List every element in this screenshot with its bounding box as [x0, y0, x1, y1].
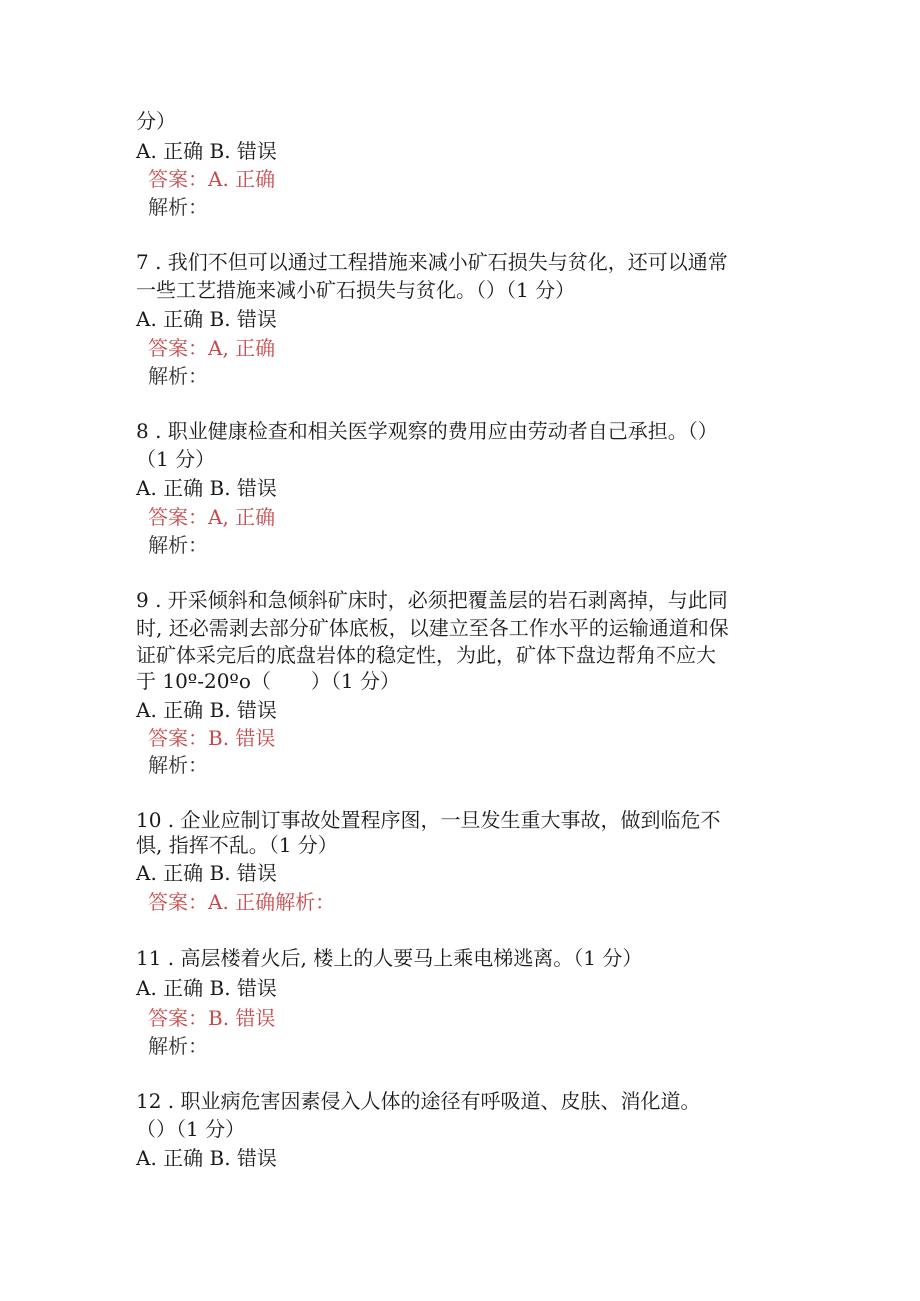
question-11-answer: 答案：B. 错误	[148, 1006, 276, 1030]
question-12-options: A. 正确 B. 错误	[136, 1146, 277, 1170]
question-12-line-2: （）（1 分）	[136, 1117, 246, 1141]
question-9-line-2: 时, 还必需剥去部分矿体底板，以建立至各工作水平的运输通道和保	[136, 616, 729, 640]
question-11-options: A. 正确 B. 错误	[136, 976, 277, 1000]
question-12-line-1: 12 . 职业病危害因素侵入人体的途径有呼吸道、皮肤、消化道。	[136, 1089, 701, 1113]
question-7-answer: 答案：A, 正确	[148, 336, 276, 360]
question-7-analysis: 解析：	[148, 364, 208, 388]
question-9-line-1: 9 . 开采倾斜和急倾斜矿床时，必须把覆盖层的岩石剥离掉，与此同	[136, 588, 728, 612]
question-11-analysis: 解析：	[148, 1034, 208, 1058]
question-7-line-2: 一些工艺措施来减小矿石损失与贫化。（）（1 分）	[136, 278, 576, 302]
question-8-line-1: 8 . 职业健康检查和相关医学观察的费用应由劳动者自己承担。（）	[136, 419, 718, 443]
question-9-line-3: 证矿体采完后的底盘岩体的稳定性，为此，矿体下盘边帮角不应大	[136, 643, 716, 667]
question-8-options: A. 正确 B. 错误	[136, 476, 277, 500]
question-6-options: A. 正确 B. 错误	[136, 139, 277, 163]
question-7-line-1: 7 . 我们不但可以通过工程措施来减小矿石损失与贫化，还可以通常	[136, 250, 728, 274]
question-11-line-1: 11 . 高层楼着火后, 楼上的人要马上乘电梯逃离。（1 分）	[136, 946, 643, 970]
question-6-answer: 答案：A. 正确	[148, 167, 276, 191]
question-9-analysis: 解析：	[148, 753, 208, 777]
question-9-line-4: 于 10º-20ºo（ ）（1 分）	[136, 669, 400, 693]
question-10-line-1: 10 . 企业应制订事故处置程序图，一旦发生重大事故，做到临危不	[136, 808, 721, 832]
question-7-options: A. 正确 B. 错误	[136, 307, 277, 331]
question-6-analysis: 解析：	[148, 195, 208, 219]
question-10-options: A. 正确 B. 错误	[136, 861, 277, 885]
question-10-line-2: 惧, 指挥不乱。（1 分）	[136, 833, 338, 857]
question-8-answer: 答案：A, 正确	[148, 505, 276, 529]
question-8-line-2: （1 分）	[136, 447, 216, 471]
question-6-tail: 分）	[136, 109, 176, 133]
question-9-answer: 答案：B. 错误	[148, 726, 276, 750]
question-10-answer: 答案：A. 正确解析：	[148, 890, 336, 914]
question-8-analysis: 解析：	[148, 533, 208, 557]
question-9-options: A. 正确 B. 错误	[136, 698, 277, 722]
